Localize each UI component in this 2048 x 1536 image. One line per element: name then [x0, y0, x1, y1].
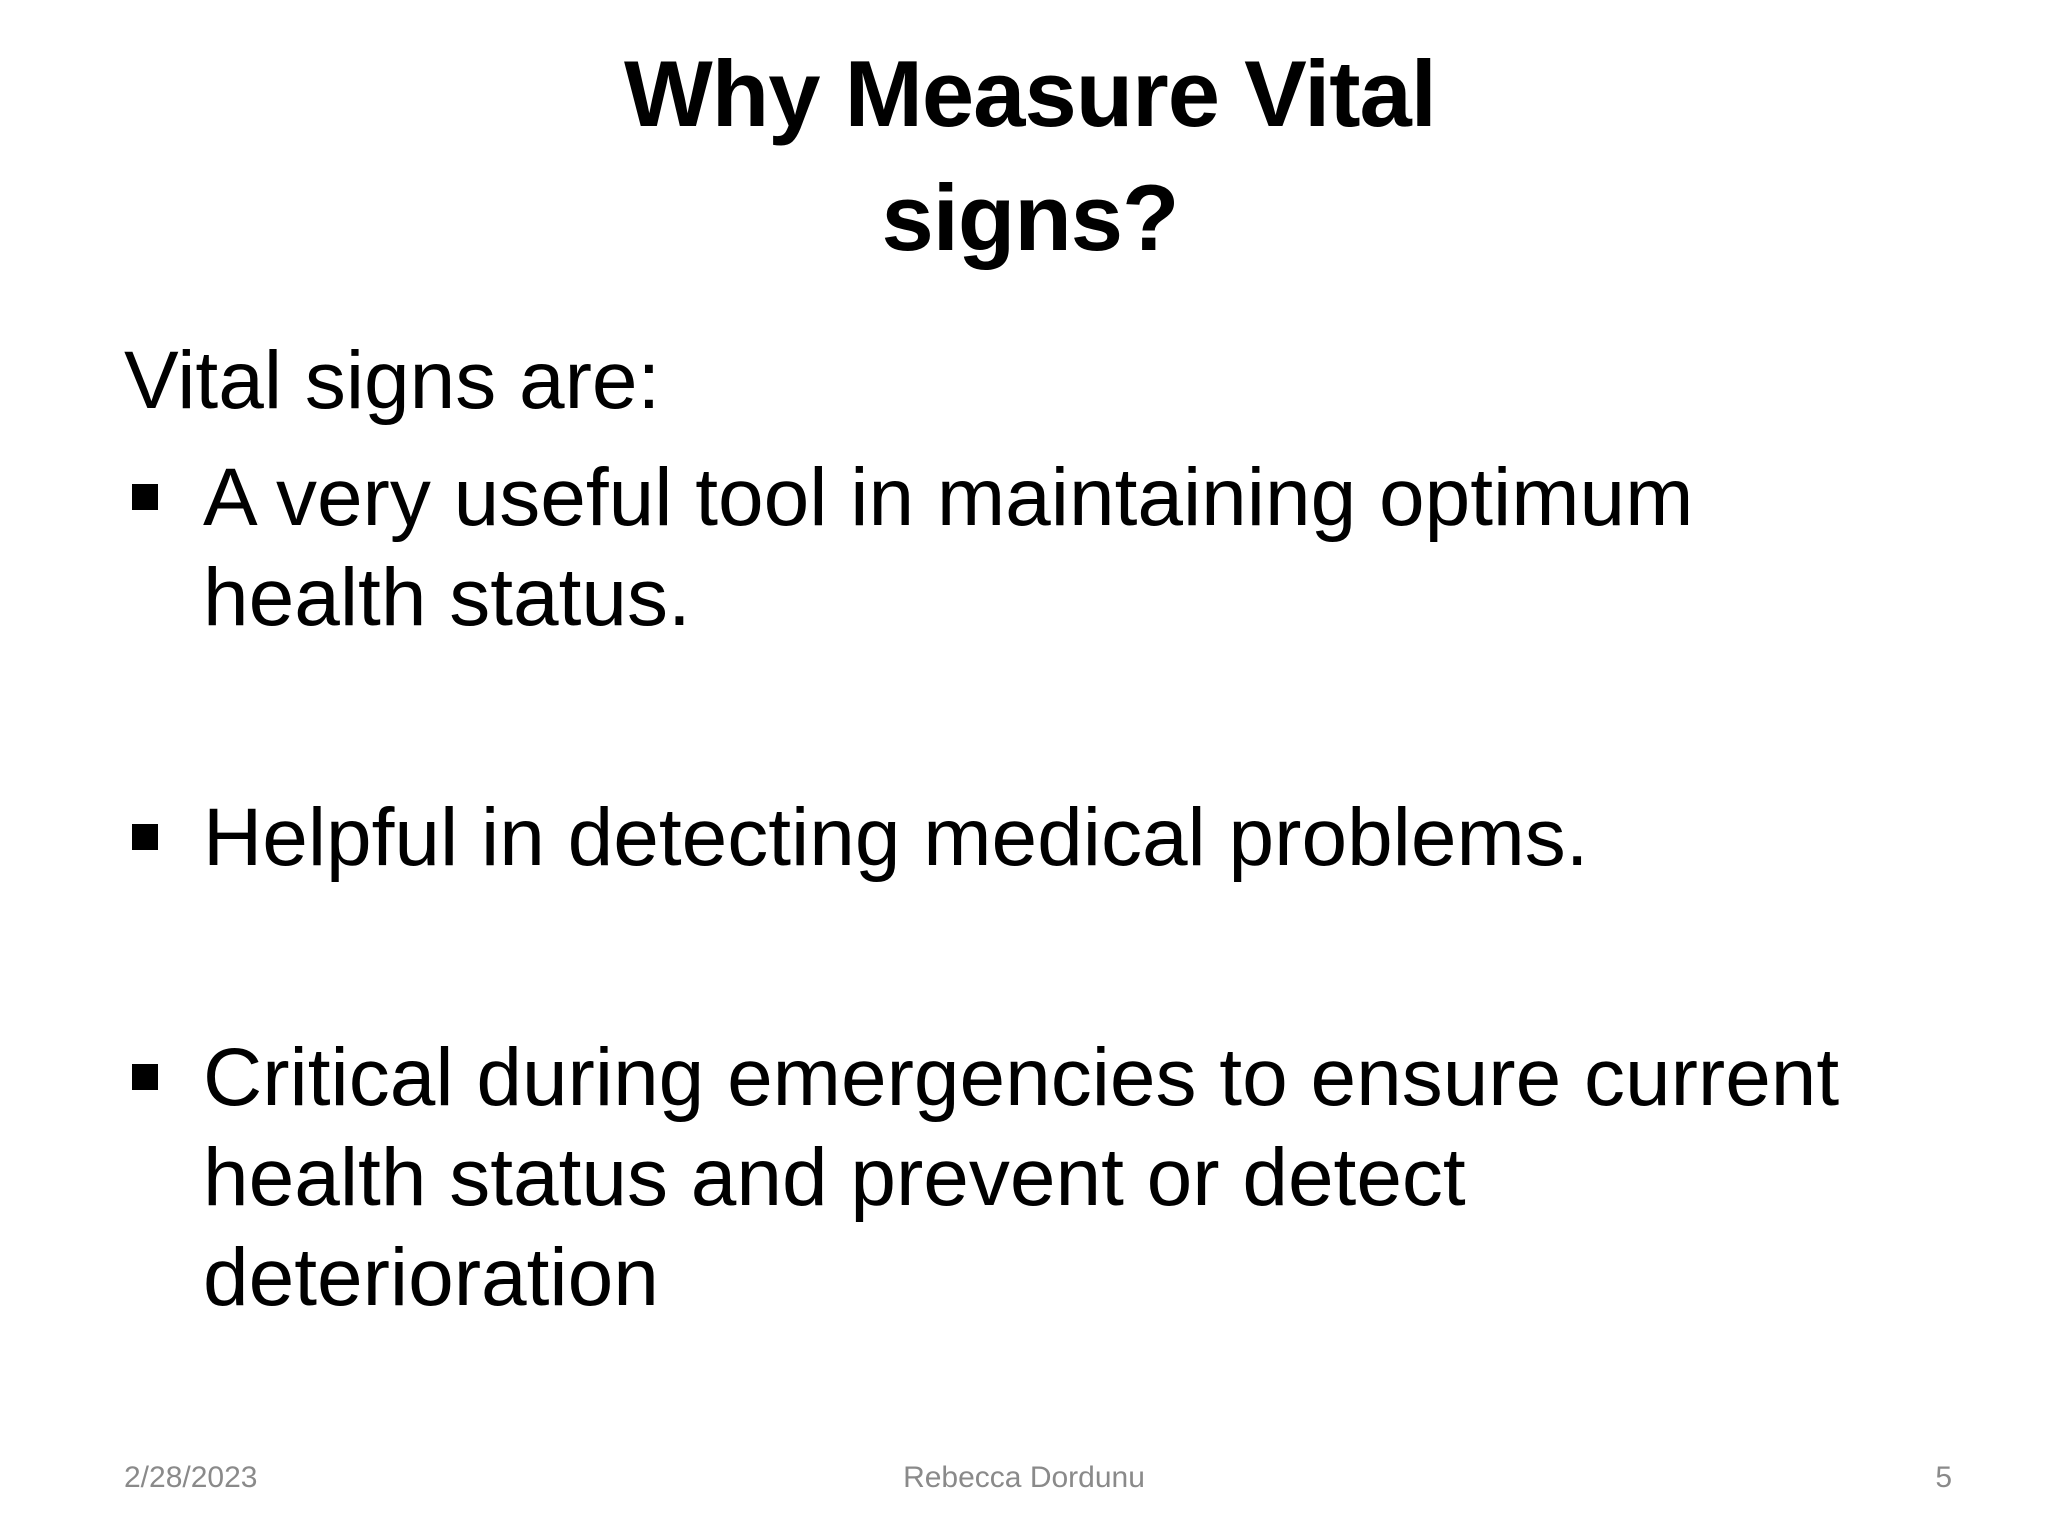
bullet-item: [124, 788, 1954, 888]
bullet-text-line: Helpful in detecting medical problems.: [203, 792, 1589, 883]
intro-text: Vital signs are:: [124, 335, 661, 426]
bullet-text-line: health status.: [203, 552, 691, 643]
bullet-text-line: A very useful tool in maintaining optimum: [203, 452, 1694, 543]
bullet-list: [124, 448, 1954, 1328]
page-number: 5: [1935, 1461, 1952, 1494]
slide-title-line-2: signs?: [881, 165, 1179, 270]
slide-title-line-1: Why Measure Vital: [624, 41, 1436, 146]
footer-author: Rebecca Dordunu: [903, 1461, 1145, 1494]
bullet-item: [124, 1028, 1954, 1328]
slide-title: [540, 32, 1520, 280]
bullet-text-line: health status and prevent or detect: [203, 1132, 1466, 1223]
square-bullet-icon: [132, 484, 158, 510]
footer-date: 2/28/2023: [124, 1461, 258, 1494]
bullet-text-line: Critical during emergencies to ensure current: [203, 1032, 1840, 1123]
bullet-item: [124, 448, 1954, 648]
bullet-text-line: deterioration: [203, 1232, 659, 1323]
square-bullet-icon: [132, 1064, 158, 1090]
square-bullet-icon: [132, 824, 158, 850]
